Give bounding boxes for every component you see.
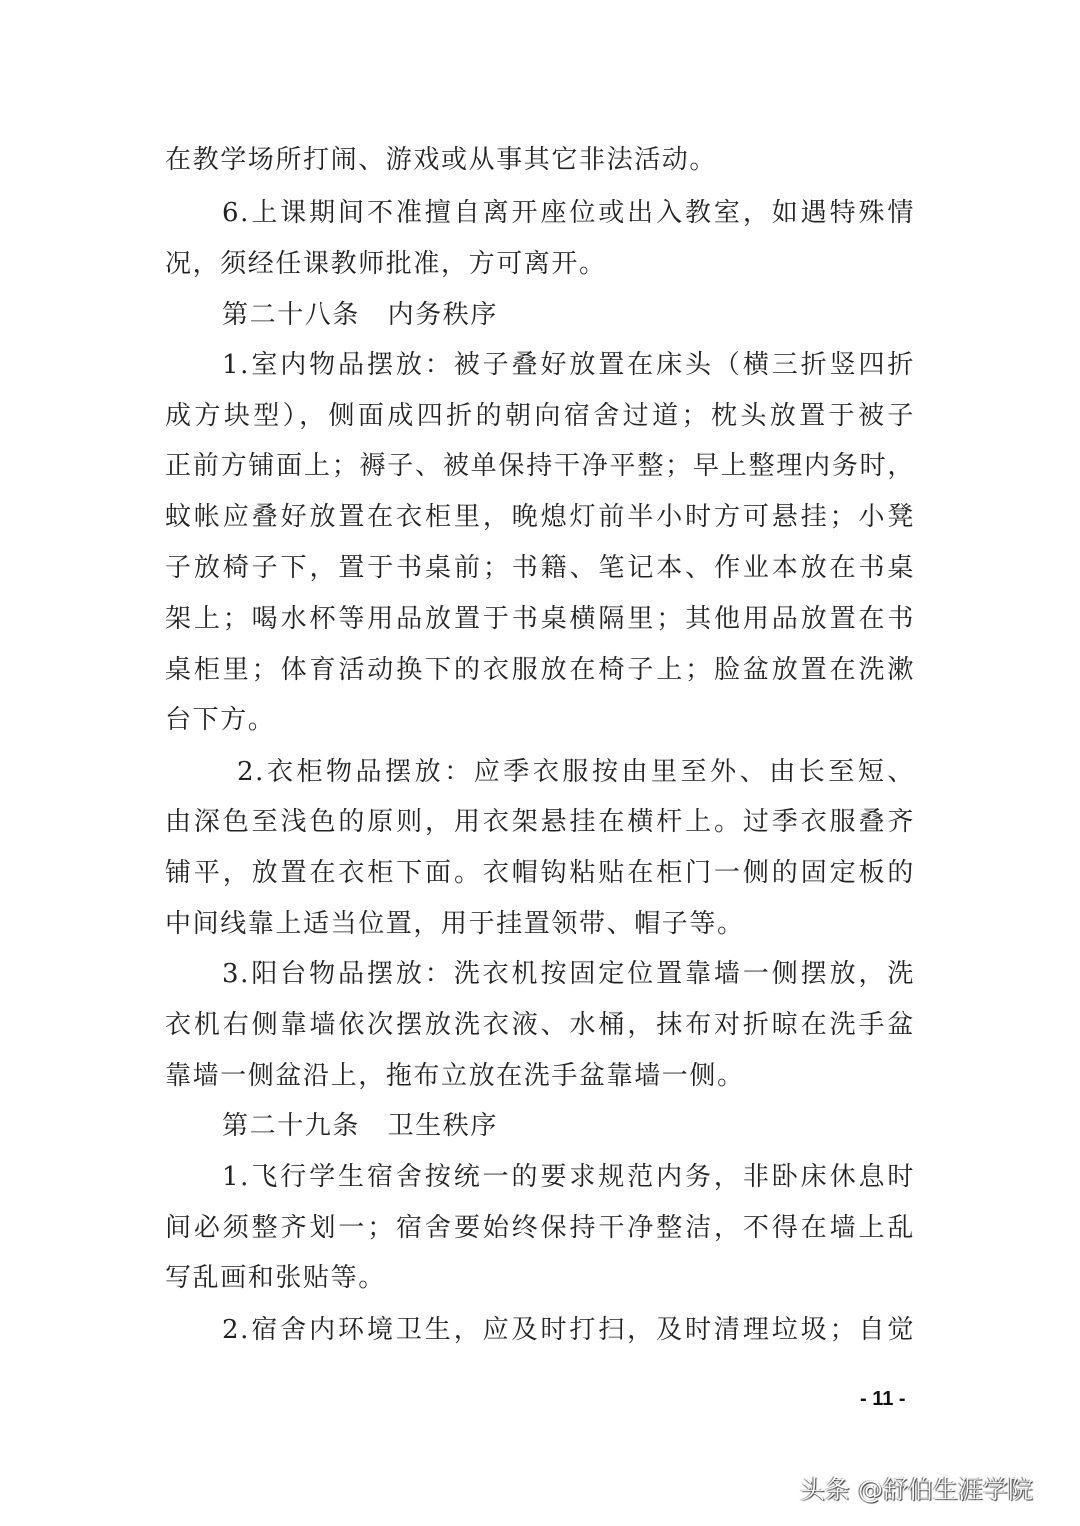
page-number: - 11 - bbox=[860, 1388, 906, 1410]
text-line: 6.上课期间不准擅自离开座位或出入教室，如遇特殊情 bbox=[222, 198, 915, 228]
text-line: 靠墙一侧盆沿上，拖布立放在洗手盆靠墙一侧。 bbox=[165, 1061, 745, 1091]
text-line: 2.宿舍内环境卫生，应及时打扫，及时清理垃圾；自觉 bbox=[222, 1315, 915, 1345]
text-line: 台下方。 bbox=[165, 705, 276, 735]
text-line: 衣机右侧靠墙依次摆放洗衣液、水桶，抹布对折晾在洗手盆 bbox=[165, 1010, 915, 1040]
text-line: 间必须整齐划一；宿舍要始终保持干净整洁，不得在墙上乱 bbox=[165, 1213, 915, 1243]
text-line: 桌柜里；体育活动换下的衣服放在椅子上；脸盆放置在洗漱 bbox=[165, 655, 915, 685]
text-line: 由深色至浅色的原则，用衣架悬挂在横杆上。过季衣服叠齐 bbox=[165, 807, 915, 837]
text-line: 3.阳台物品摆放：洗衣机按固定位置靠墙一侧摆放，洗 bbox=[222, 959, 915, 989]
text-line: 架上；喝水杯等用品放置于书桌横隔里；其他用品放置在书 bbox=[165, 604, 915, 634]
text-line: 在教学场所打闹、游戏或从事其它非法活动。 bbox=[165, 145, 718, 175]
text-line: 2.衣柜物品摆放：应季衣服按由里至外、由长至短、 bbox=[237, 757, 915, 787]
text-line: 1.室内物品摆放：被子叠好放置在床头（横三折竖四折 bbox=[222, 350, 915, 380]
text-line: 正前方铺面上；褥子、被单保持干净平整；早上整理内务时， bbox=[165, 451, 915, 481]
text-line: 铺平，放置在衣柜下面。衣帽钩粘贴在柜门一侧的固定板的 bbox=[165, 858, 915, 888]
text-line: 况，须经任课教师批准，方可离开。 bbox=[165, 249, 607, 279]
section-heading: 第二十八条 内务秩序 bbox=[222, 300, 499, 330]
watermark: 头条 @舒伯生涯学院 bbox=[800, 1475, 1033, 1504]
text-line: 写乱画和张贴等。 bbox=[165, 1263, 386, 1293]
text-line: 蚊帐应叠好放置在衣柜里，晚熄灯前半小时方可悬挂；小凳 bbox=[165, 502, 915, 532]
text-line: 子放椅子下，置于书桌前；书籍、笔记本、作业本放在书桌 bbox=[165, 553, 915, 583]
text-line: 成方块型），侧面成四折的朝向宿舍过道；枕头放置于被子 bbox=[165, 401, 915, 431]
text-line: 1.飞行学生宿舍按统一的要求规范内务，非卧床休息时 bbox=[222, 1162, 915, 1192]
section-heading: 第二十九条 卫生秩序 bbox=[222, 1111, 499, 1141]
text-line: 中间线靠上适当位置，用于挂置领带、帽子等。 bbox=[165, 909, 745, 939]
